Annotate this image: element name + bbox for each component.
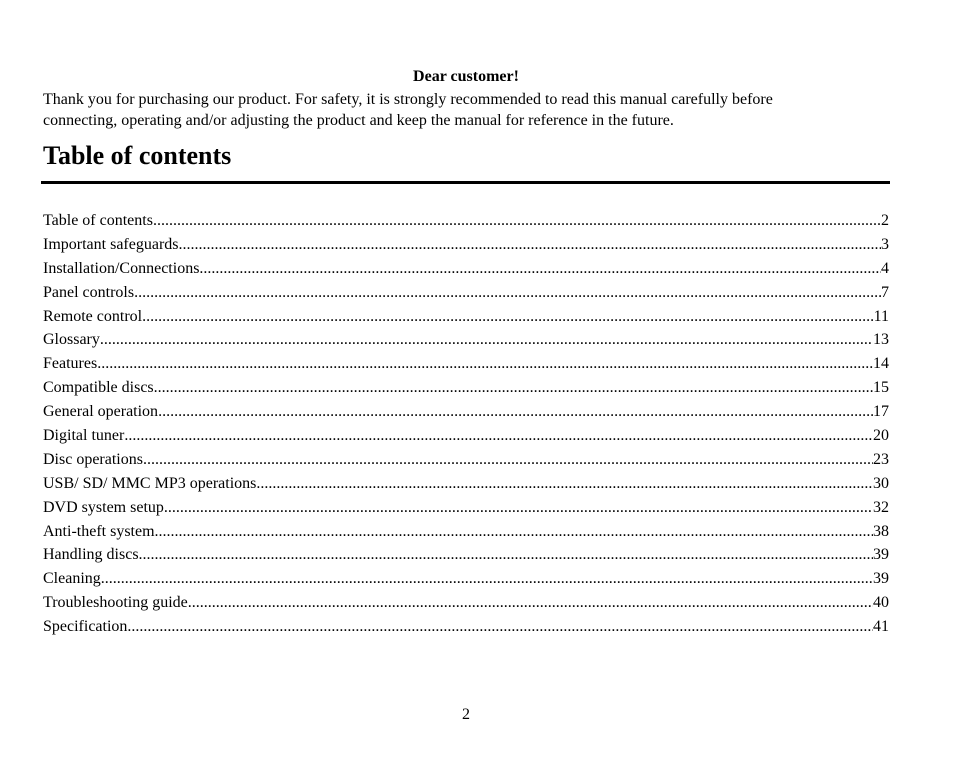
toc-entry[interactable] [43,281,889,305]
toc-entry-page: 23 [873,450,889,468]
toc-entry[interactable] [43,496,889,520]
toc-entry[interactable] [43,448,889,472]
intro-line: Thank you for purchasing our product. For safety, it is strongly recommended to read this manual carefully before [43,91,773,108]
toc-entry-label: Cleaning [43,570,101,588]
dot-leader [179,233,881,257]
toc-entry[interactable] [43,233,889,257]
dot-leader [164,496,873,520]
toc-entry-page: 7 [881,283,889,301]
dot-leader [97,352,873,376]
dot-leader [134,281,881,305]
toc-entry-page: 4 [881,259,889,277]
toc-entry[interactable] [43,352,889,376]
toc-entry-label: Compatible discs [43,379,154,397]
page-number: 2 [462,706,470,723]
toc-entry[interactable] [43,424,889,448]
dot-leader [155,520,873,544]
toc-entry-page: 15 [873,379,889,397]
toc-title: Table of contents [43,141,232,170]
toc-entry-label: DVD system setup [43,498,164,516]
toc-entry[interactable] [43,567,889,591]
toc-entry[interactable] [43,209,889,233]
toc-entry-label: USB/ SD/ MMC MP3 operations [43,474,257,492]
toc-entry-page: 2 [881,212,889,229]
title-divider [41,181,890,184]
toc-entry-page: 38 [873,522,889,540]
dot-leader [188,591,873,615]
toc-entry-label: Troubleshooting guide [43,594,188,612]
dot-leader [256,472,873,496]
toc-entry[interactable] [43,615,889,639]
toc-entry-page: 32 [873,498,889,516]
dot-leader [143,448,873,472]
dot-leader [153,209,881,233]
toc-entry-page: 40 [873,594,889,612]
intro-paragraph [43,89,893,131]
toc-entry-label: Anti-theft system [43,522,155,540]
dot-leader [154,376,873,400]
toc-entry-label: Table of contents [43,212,153,229]
toc-entry-page: 41 [873,618,889,636]
greeting-heading: Dear customer! [413,68,519,85]
toc-entry-page: 39 [873,570,889,588]
intro-line: connecting, operating and/or adjusting the product and keep the manual for reference in the future. [43,112,674,129]
toc-entry-label: Handling discs [43,546,139,564]
toc-entry-label: Important safeguards [43,235,179,253]
dot-leader [101,567,873,591]
table-of-contents [43,209,889,639]
toc-entry-label: Disc operations [43,450,143,468]
toc-entry[interactable] [43,376,889,400]
dot-leader [100,328,873,352]
toc-entry-label: General operation [43,403,159,421]
dot-leader [199,257,881,281]
dot-leader [127,615,873,639]
dot-leader [158,400,873,424]
dot-leader [139,543,873,567]
dot-leader [142,305,874,329]
toc-entry-label: Panel controls [43,283,135,301]
toc-entry-page: 11 [873,307,889,325]
toc-entry[interactable] [43,543,889,567]
toc-entry-page: 20 [873,427,889,445]
toc-entry-label: Installation/Connections [43,259,200,277]
toc-entry-page: 17 [873,403,889,421]
toc-entry[interactable] [43,520,889,544]
toc-entry[interactable] [43,257,889,281]
toc-entry[interactable] [43,591,889,615]
toc-entry-page: 3 [881,235,889,253]
toc-entry-page: 13 [873,331,889,349]
dot-leader [124,424,873,448]
toc-entry-label: Remote control [43,307,143,325]
toc-entry[interactable] [43,400,889,424]
toc-entry-label: Features [43,355,98,373]
toc-entry-page: 39 [873,546,889,564]
toc-entry[interactable] [43,472,889,496]
toc-entry-label: Specification [43,618,128,636]
toc-entry-page: 14 [873,355,889,373]
toc-entry-page: 30 [873,474,889,492]
toc-entry[interactable] [43,305,889,329]
toc-entry-label: Glossary [43,331,100,349]
toc-entry[interactable] [43,328,889,352]
toc-entry-label: Digital tuner [43,427,125,445]
